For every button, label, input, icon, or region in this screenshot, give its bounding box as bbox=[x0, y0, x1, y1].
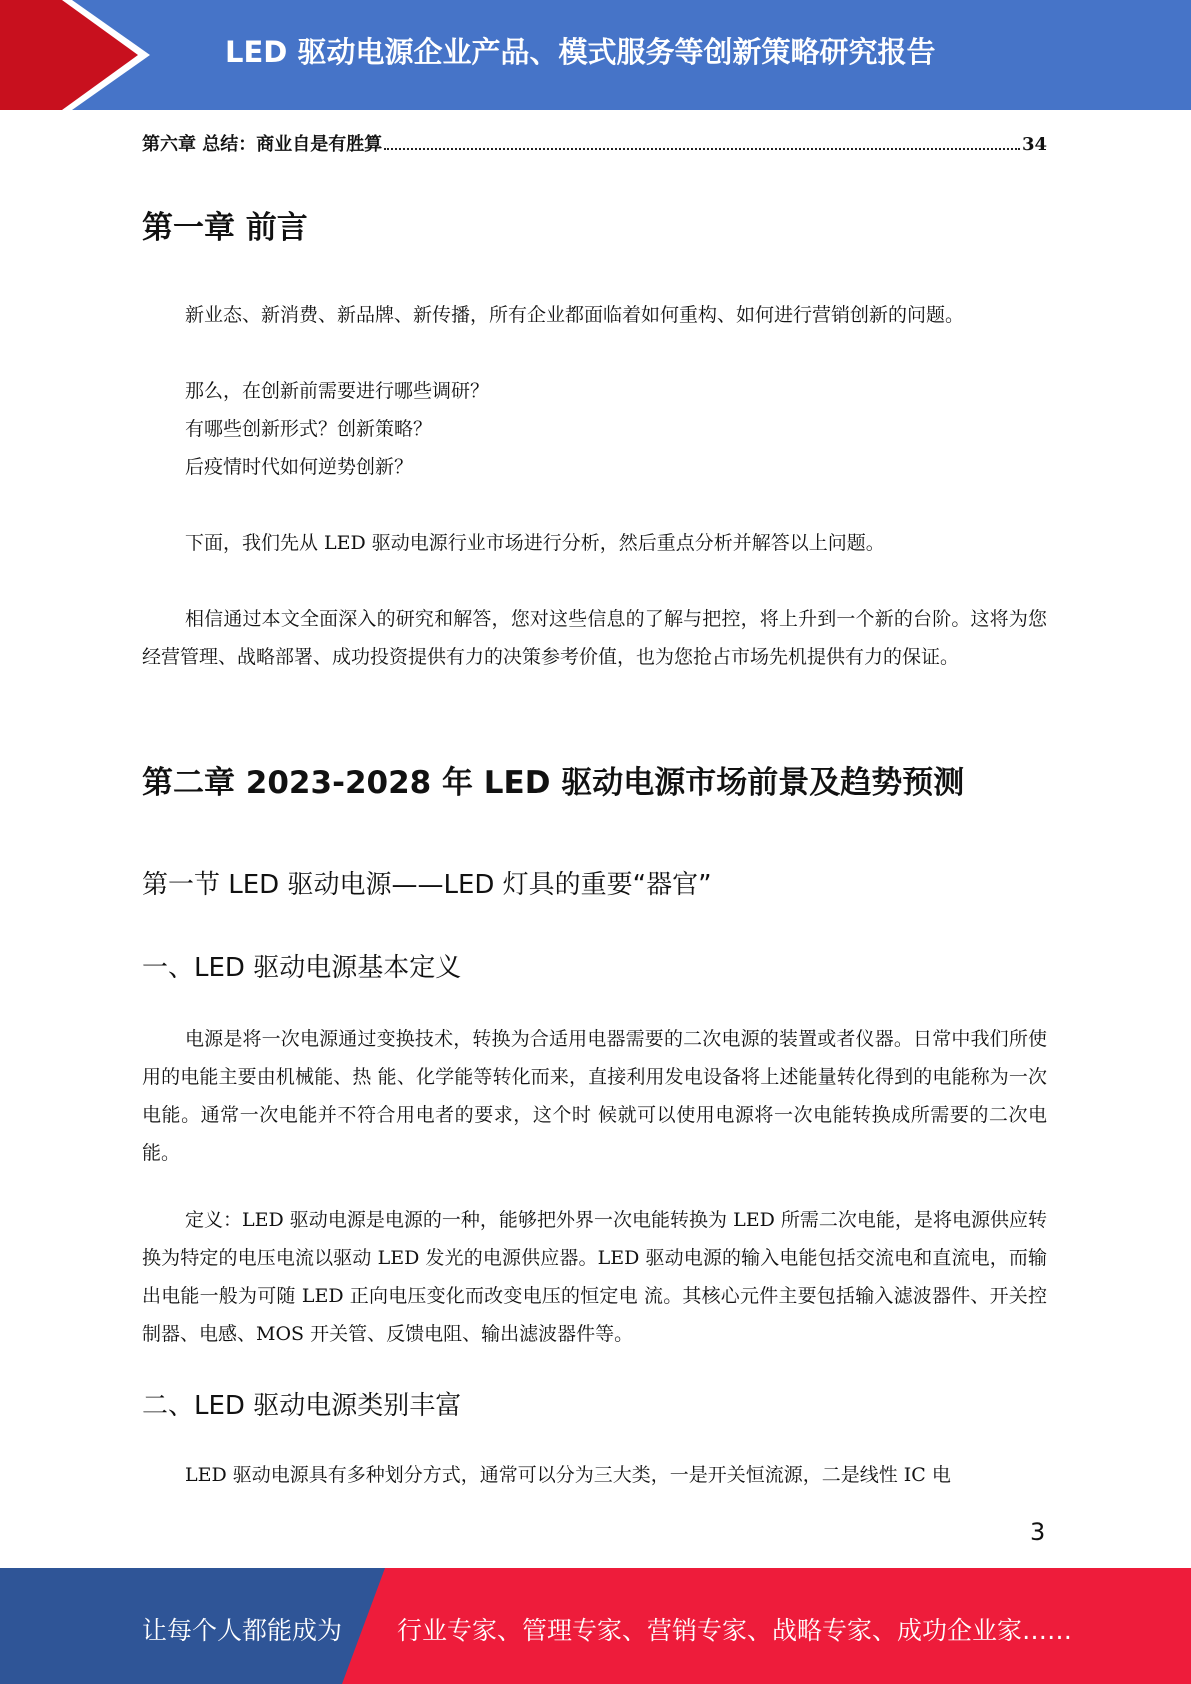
toc-leader-dots bbox=[384, 147, 1020, 150]
report-title: LED 驱动电源企业产品、模式服务等创新策略研究报告 bbox=[225, 35, 936, 69]
footer-slogan-right: 行业专家、管理专家、营销专家、战略专家、成功企业家…… bbox=[397, 1616, 1073, 1645]
footer-slogan-left: 让每个人都能成为 bbox=[142, 1616, 343, 1645]
chapter-1-heading: 第一章 前言 bbox=[142, 210, 308, 246]
page-number: 3 bbox=[1030, 1518, 1046, 1546]
chapter-1-paragraph-3: 相信通过本文全面深入的研究和解答，您对这些信息的了解与把控，将上升到一个新的台阶。这将为您经营管理、战略部署、成功投资提供有力的决策参考价值，也为您抢占市场先机提供有力的保证。 bbox=[142, 608, 1047, 668]
toc-entry-page: 34 bbox=[1021, 134, 1047, 155]
chapter-2-heading: 第二章 2023-2028 年 LED 驱动电源市场前景及趋势预测 bbox=[142, 765, 965, 801]
chapter-1-questions bbox=[185, 372, 489, 486]
section-1-heading: 第一节 LED 驱动电源——LED 灯具的重要“器官” bbox=[142, 870, 712, 900]
chapter-2-paragraph-3: LED 驱动电源具有多种划分方式，通常可以分为三大类，一是开关恒流源，二是线性 IC 电 bbox=[185, 1464, 951, 1486]
chapter-2-paragraph-2: 定义：LED 驱动电源是电源的一种，能够把外界一次电能转换为 LED 所需二次电能，是将电源供应转换为特定的电压电流以驱动 LED 发光的电源供应器。LED 驱动电源的输入电能包括交流电和直流电，而输出电能一般为可随 LED 正向电压变化而改变电压的恒定电 流。其核心元件主要包括输入滤波器件、开关控制器、电感、MOS 开关管、反馈电阻、输出滤波器件等。 bbox=[142, 1209, 1047, 1345]
chapter-1-paragraph-2: 下面，我们先从 LED 驱动电源行业市场进行分析，然后重点分析并解答以上问题。 bbox=[185, 532, 885, 554]
subsection-2-heading: 二、LED 驱动电源类别丰富 bbox=[142, 1391, 462, 1421]
chapter-1-paragraph-1: 新业态、新消费、新品牌、新传播，所有企业都面临着如何重构、如何进行营销创新的问题。 bbox=[185, 304, 965, 326]
question-1: 那么，在创新前需要进行哪些调研？ bbox=[185, 380, 490, 402]
question-3: 后疫情时代如何逆势创新？ bbox=[185, 456, 414, 478]
toc-entry[interactable] bbox=[142, 130, 1047, 156]
page-header bbox=[0, 0, 1191, 110]
question-2: 有哪些创新形式？创新策略？ bbox=[185, 418, 433, 440]
subsection-1-heading: 一、LED 驱动电源基本定义 bbox=[142, 953, 462, 983]
chapter-2-paragraph-1: 电源是将一次电源通过变换技术，转换为合适用电器需要的二次电源的装置或者仪器。日常中我们所使用的电能主要由机械能、热 能、化学能等转化而来，直接利用发电设备将上述能量转化得到的电能称为一次电能。通常一次电能并不符合用电者的要求，这个时 候就可以使用电源将一次电能转换成所需要的二次电能。 bbox=[142, 1028, 1047, 1164]
toc-entry-label: 第六章 总结：商业自是有胜算 bbox=[142, 134, 383, 155]
page-footer bbox=[0, 1568, 1191, 1684]
